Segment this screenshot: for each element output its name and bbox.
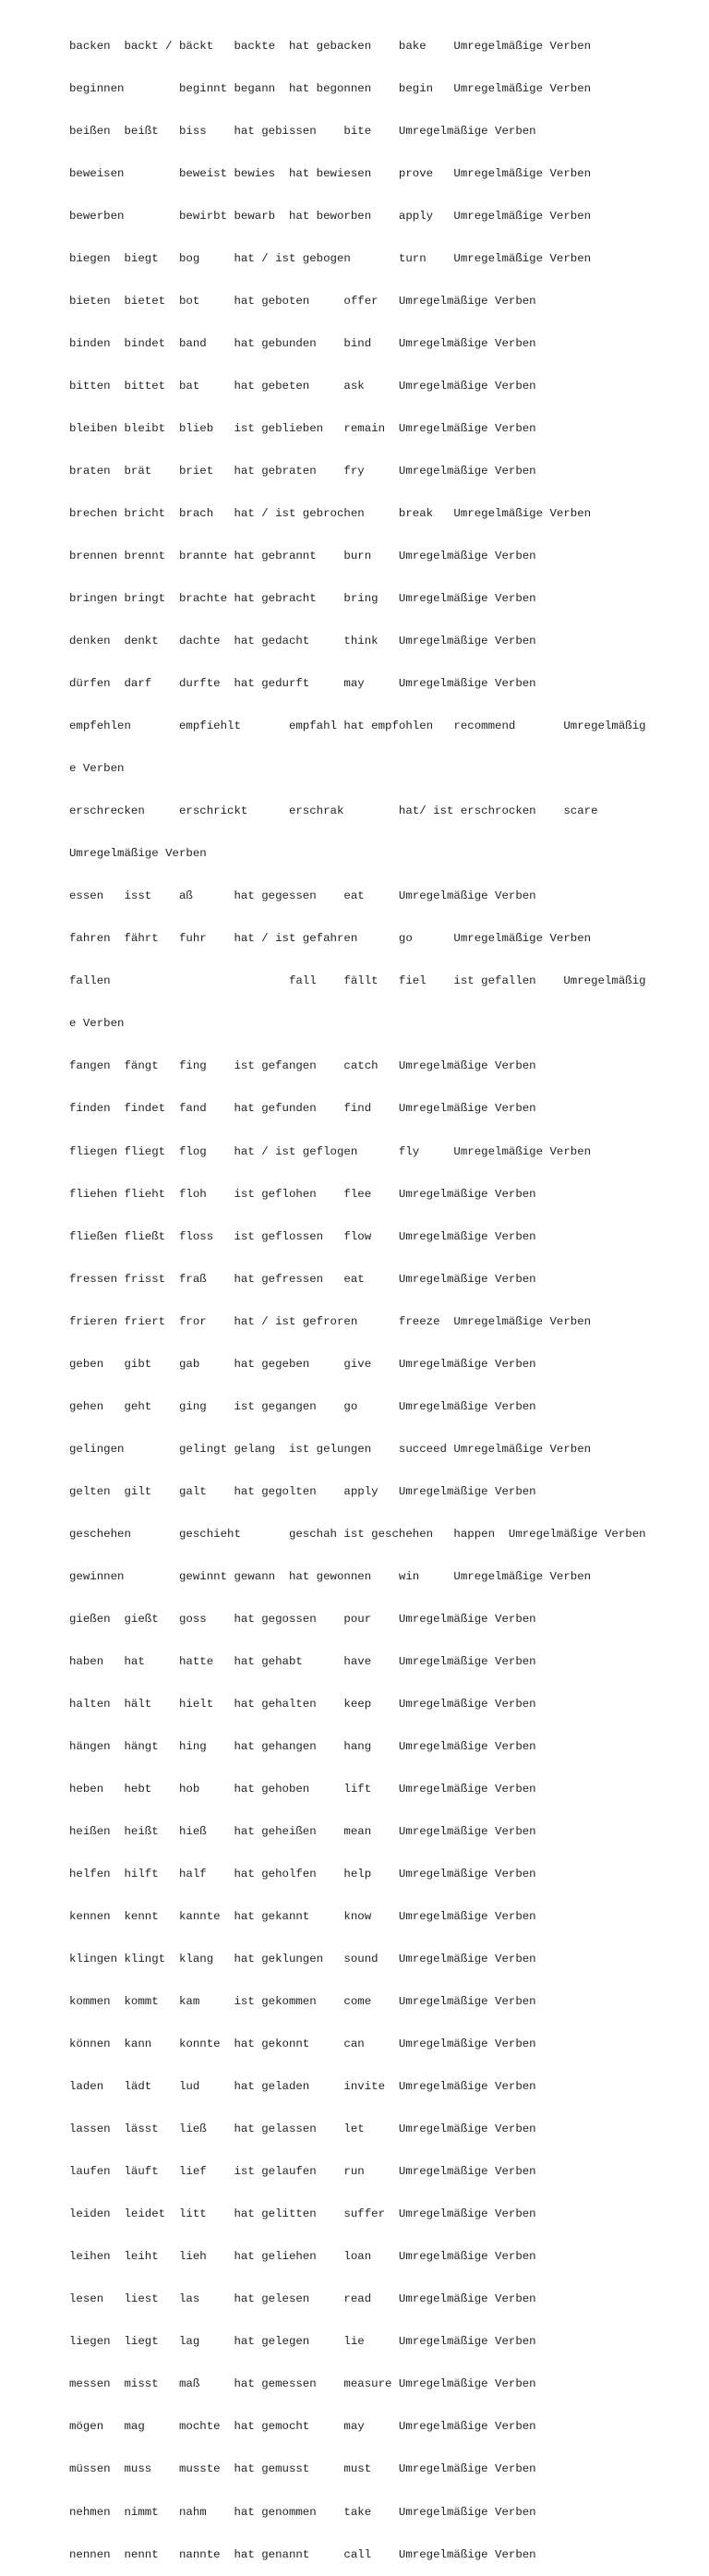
text-line: liegen liegt lag hat gelegen lie Umregelmäßige Verben <box>69 2335 536 2349</box>
text-line: backen backt / bäckt backte hat gebacken bake Umregelmäßige Verben <box>69 39 592 53</box>
text-line: frieren friert fror hat / ist gefroren freeze Umregelmäßige Verben <box>69 1314 592 1328</box>
text-line: fliehen flieht floh ist geflohen flee Umregelmäßige Verben <box>69 1187 536 1201</box>
text-line: helfen hilft half hat geholfen help Umregelmäßige Verben <box>69 1868 536 1881</box>
text-line: laufen läuft lief ist gelaufen run Umregelmäßige Verben <box>69 2165 536 2179</box>
text-line: laden lädt lud hat geladen invite Umregelmäßige Verben <box>69 2080 536 2094</box>
text-line: essen isst aß hat gegessen eat Umregelmäßige Verben <box>69 889 536 903</box>
text-line: fallen fall fällt fiel ist gefallen Umregelmäßig <box>69 974 646 988</box>
text-line: nennen nennt nannte hat genannt call Umregelmäßige Verben <box>69 2547 536 2561</box>
text-line: heben hebt hob hat gehoben lift Umregelmäßige Verben <box>69 1782 536 1796</box>
text-line: finden findet fand hat gefunden find Umregelmäßige Verben <box>69 1102 536 1116</box>
text-line: messen misst maß hat gemessen measure Umregelmäßige Verben <box>69 2377 536 2391</box>
text-line: mögen mag mochte hat gemocht may Umregelmäßige Verben <box>69 2420 536 2434</box>
text-line: gießen gießt goss hat gegossen pour Umregelmäßige Verben <box>69 1612 536 1626</box>
text-line: kennen kennt kannte hat gekannt know Umregelmäßige Verben <box>69 1910 536 1924</box>
text-line: heißen heißt hieß hat geheißen mean Umregelmäßige Verben <box>69 1825 536 1838</box>
text-line: fahren fährt fuhr hat / ist gefahren go Umregelmäßige Verben <box>69 932 592 946</box>
text-line: bringen bringt brachte hat gebracht bring Umregelmäßige Verben <box>69 592 536 606</box>
text-line: gelten gilt galt hat gegolten apply Umregelmäßige Verben <box>69 1484 536 1498</box>
text-line: geben gibt gab hat gegeben give Umregelmäßige Verben <box>69 1357 536 1371</box>
text-line: fangen fängt fing ist gefangen catch Umregelmäßige Verben <box>69 1059 536 1073</box>
text-line: fließen fließt floss ist geflossen flow Umregelmäßige Verben <box>69 1229 536 1243</box>
text-line: denken denkt dachte hat gedacht think Umregelmäßige Verben <box>69 635 536 648</box>
text-line: biegen biegt bog hat / ist gebogen turn Umregelmäßige Verben <box>69 251 592 265</box>
text-line: beginnen beginnt begann hat begonnen begin Umregelmäßige Verben <box>69 81 592 95</box>
text-line: bewerben bewirbt bewarb hat beworben apply Umregelmäßige Verben <box>69 209 592 223</box>
text-line: nehmen nimmt nahm hat genommen take Umregelmäßige Verben <box>69 2505 536 2519</box>
text-line: geschehen geschieht geschah ist geschehen happen Umregelmäßige Verben <box>69 1527 646 1541</box>
text-line: Umregelmäßige Verben <box>69 847 207 861</box>
text-line: gelingen gelingt gelang ist gelungen succeed Umregelmäßige Verben <box>69 1442 592 1456</box>
text-line: gewinnen gewinnt gewann hat gewonnen win Umregelmäßige Verben <box>69 1569 592 1583</box>
text-line: leiden leidet litt hat gelitten suffer Umregelmäßige Verben <box>69 2207 536 2221</box>
text-line: müssen muss musste hat gemusst must Umregelmäßige Verben <box>69 2462 536 2476</box>
text-line: brechen bricht brach hat / ist gebrochen break Umregelmäßige Verben <box>69 507 592 521</box>
text-line: e Verben <box>69 1017 125 1031</box>
text-line: lesen liest las hat gelesen read Umregelmäßige Verben <box>69 2292 536 2306</box>
text-line: beißen beißt biss hat gebissen bite Umregelmäßige Verben <box>69 124 536 138</box>
text-line: haben hat hatte hat gehabt have Umregelmäßige Verben <box>69 1654 536 1668</box>
text-line: halten hält hielt hat gehalten keep Umregelmäßige Verben <box>69 1697 536 1711</box>
text-line: klingen klingt klang hat geklungen sound Umregelmäßige Verben <box>69 1953 536 1966</box>
text-line: bieten bietet bot hat geboten offer Umregelmäßige Verben <box>69 294 536 308</box>
text-line: können kann konnte hat gekonnt can Umregelmäßige Verben <box>69 2038 536 2051</box>
text-line: gehen geht ging ist gegangen go Umregelmäßige Verben <box>69 1399 536 1413</box>
text-line: dürfen darf durfte hat gedurft may Umregelmäßige Verben <box>69 677 536 691</box>
text-line: brennen brennt brannte hat gebrannt burn Umregelmäßige Verben <box>69 550 536 563</box>
text-line: fressen frisst fraß hat gefressen eat Umregelmäßige Verben <box>69 1272 536 1286</box>
text-line: kommen kommt kam ist gekommen come Umregelmäßige Verben <box>69 1995 536 2009</box>
text-line: braten brät briet hat gebraten fry Umregelmäßige Verben <box>69 465 536 478</box>
verb-list-document <box>69 11 706 2576</box>
text-line: beweisen beweist bewies hat bewiesen prove Umregelmäßige Verben <box>69 166 592 180</box>
text-line: bleiben bleibt blieb ist geblieben remain Umregelmäßige Verben <box>69 421 536 435</box>
text-line: hängen hängt hing hat gehangen hang Umregelmäßige Verben <box>69 1739 536 1753</box>
text-line: bitten bittet bat hat gebeten ask Umregelmäßige Verben <box>69 379 536 393</box>
text-line: binden bindet band hat gebunden bind Umregelmäßige Verben <box>69 336 536 350</box>
text-line: fliegen fliegt flog hat / ist geflogen fly Umregelmäßige Verben <box>69 1144 592 1158</box>
text-line: lassen lässt ließ hat gelassen let Umregelmäßige Verben <box>69 2122 536 2136</box>
text-line: empfehlen empfiehlt empfahl hat empfohlen recommend Umregelmäßig <box>69 720 646 733</box>
text-line: erschrecken erschrickt erschrak hat/ ist erschrocken scare <box>69 804 598 818</box>
text-line: e Verben <box>69 762 125 776</box>
text-line: leihen leiht lieh hat geliehen loan Umregelmäßige Verben <box>69 2250 536 2264</box>
